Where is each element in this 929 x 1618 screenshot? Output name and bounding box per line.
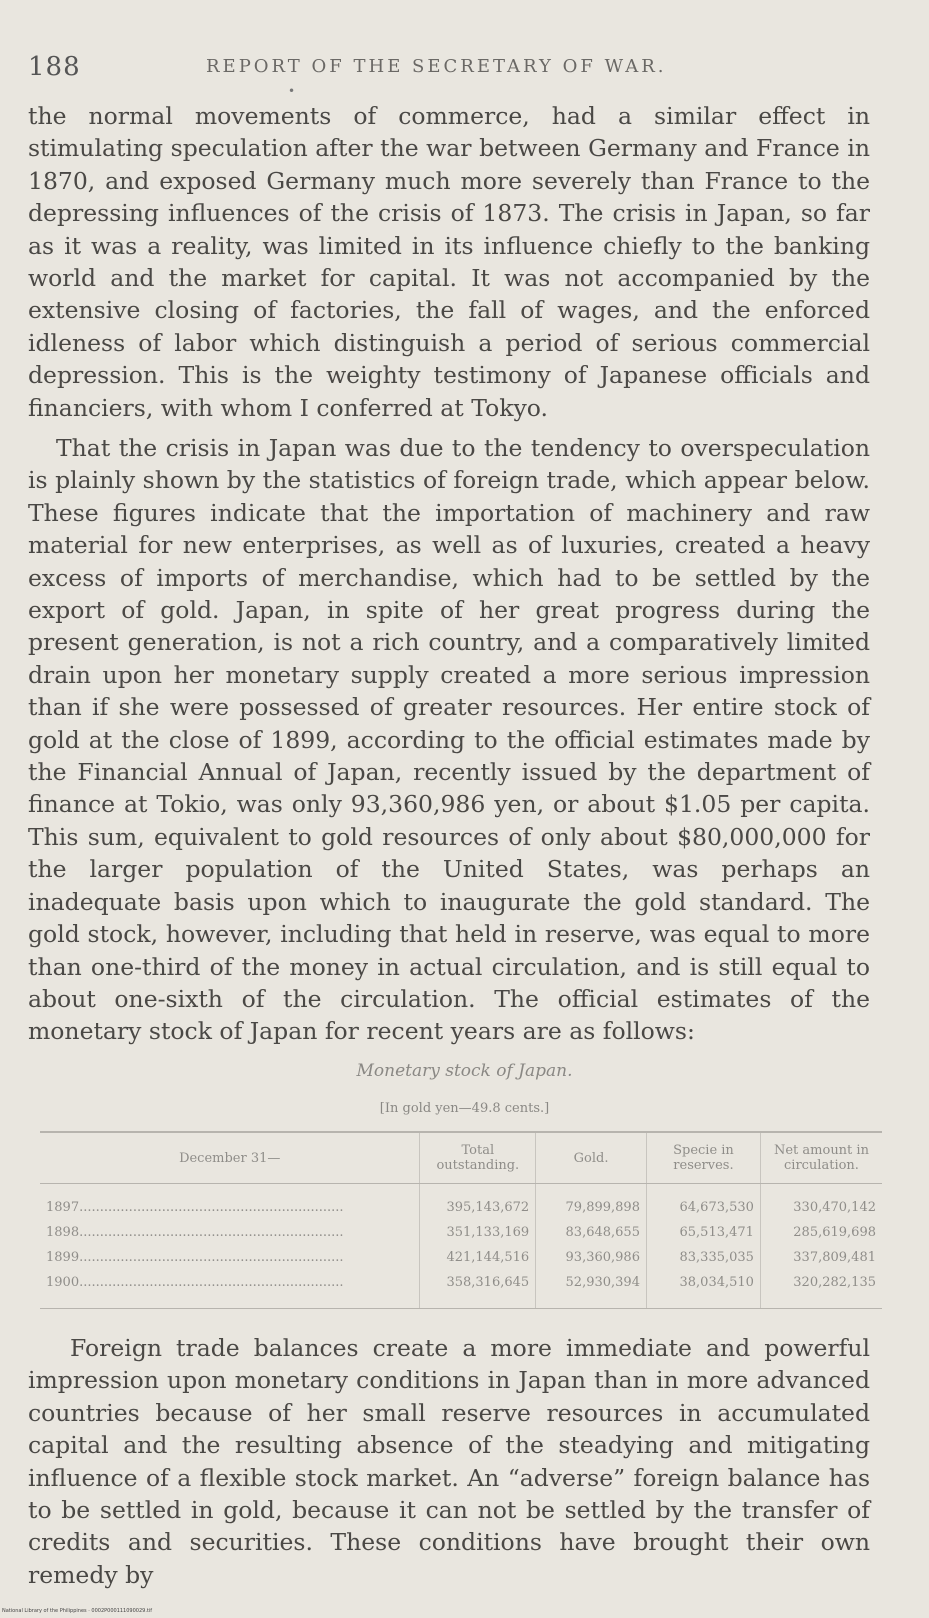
cell-gold: 83,648,655	[536, 1220, 647, 1245]
cell-total: 358,316,645	[420, 1270, 536, 1309]
table-subtitle: [In gold yen—49.8 cents.]	[379, 1101, 550, 1116]
table-row	[40, 1270, 882, 1309]
column-header-net: Net amount in circulation.	[760, 1132, 882, 1184]
cell-gold: 79,899,898	[536, 1184, 647, 1221]
dot-leader: ................................................................	[79, 1200, 344, 1215]
dot-leader: ................................................................	[79, 1250, 344, 1265]
cell-net: 330,470,142	[760, 1184, 882, 1221]
page-number: 188	[28, 52, 81, 82]
table-row	[40, 1184, 882, 1221]
paragraph-crisis: That the crisis in Japan was due to the tendency to overspeculation is plainly shown by the statistics of foreign trade, which appear below. These figures indicate that the importation of machinery and raw material for new enterprises, as well as of luxuries, created a heavy excess of imports of merchandise, which had to be settled by the export of gold. Japan, in spite of her great progress during the present generation, is not a rich country, and a comparatively limited drain upon her monetary supply created a more serious impression than if she were possessed of greater resources. Her entire stock of gold at the close of 1899, according to the official estimates made by the Financial Annual of Japan, recently issued by the department of finance at Tokio, was only 93,360,986 yen, or about $1.05 per capita. This sum, equivalent to gold resources of only about $80,000,000 for the larger population of the United States, was perhaps an inadequate basis upon which to inaugurate the gold standard. The gold stock, however, including that held in reserve, was equal to more than one-third of the money in actual circulation, and is still equal to about one-sixth of the circulation. The official estimates of the monetary stock of Japan for recent years are as follows:	[28, 434, 870, 1046]
cell-net: 337,809,481	[760, 1245, 882, 1270]
paragraph-continuation: the normal movements of commerce, had a similar effect in stimulating speculation after the war between Germany and France in 1870, and exposed Germany much more severely than France to the depressing influences of the crisis of 1873. The crisis in Japan, so far as it was a reality, was limited in its influence chiefly to the banking world and the market for capital. It was not accompanied by the extensive closing of factories, the fall of wages, and the enforced idleness of labor which distinguish a period of serious commercial depression. This is the weighty testimony of Japanese officials and financiers, with whom I conferred at Tokyo.	[28, 102, 870, 422]
column-header-gold: Gold.	[536, 1132, 647, 1184]
row-year: 1898................................................................	[46, 1225, 344, 1240]
row-year: 1897................................................................	[46, 1200, 344, 1215]
table-title: Monetary stock of Japan.	[356, 1061, 573, 1081]
header-dot: •	[288, 84, 296, 98]
row-year: 1899................................................................	[46, 1250, 344, 1265]
table-row	[40, 1220, 882, 1245]
cell-specie: 83,335,035	[646, 1245, 760, 1270]
scan-credit: National Library of the Philippines · 0002P000111090029.tif	[2, 1608, 153, 1614]
cell-gold: 52,930,394	[536, 1270, 647, 1309]
column-header-specie: Specie in reserves.	[646, 1132, 760, 1184]
dot-leader: ................................................................	[79, 1225, 344, 1240]
cell-net: 320,282,135	[760, 1270, 882, 1309]
running-title: REPORT OF THE SECRETARY OF WAR.	[206, 56, 667, 77]
monetary-stock-table	[40, 1131, 882, 1309]
cell-total: 395,143,672	[420, 1184, 536, 1221]
page-header	[28, 52, 888, 86]
cell-net: 285,619,698	[760, 1220, 882, 1245]
cell-specie: 38,034,510	[646, 1270, 760, 1309]
cell-specie: 64,673,530	[646, 1184, 760, 1221]
cell-total: 421,144,516	[420, 1245, 536, 1270]
column-header-total: Total outstanding.	[420, 1132, 536, 1184]
dot-leader: ................................................................	[79, 1275, 344, 1290]
column-header-date: December 31—	[40, 1132, 420, 1184]
paragraph-foreign-trade: Foreign trade balances create a more immediate and powerful impression upon monetary conditions in Japan than in more advanced countries because of her small reserve resources in accumulated capital and the resulting absence of the steadying and mitigating influence of a flexible stock market. An “adverse” foreign balance has to be settled in gold, because it can not be settled by the transfer of credits and securities. These conditions have brought their own remedy by	[28, 1334, 870, 1589]
table-header-row	[40, 1132, 882, 1184]
cell-gold: 93,360,986	[536, 1245, 647, 1270]
cell-specie: 65,513,471	[646, 1220, 760, 1245]
row-year: 1900................................................................	[40, 1270, 420, 1309]
cell-total: 351,133,169	[420, 1220, 536, 1245]
table-row	[40, 1245, 882, 1270]
